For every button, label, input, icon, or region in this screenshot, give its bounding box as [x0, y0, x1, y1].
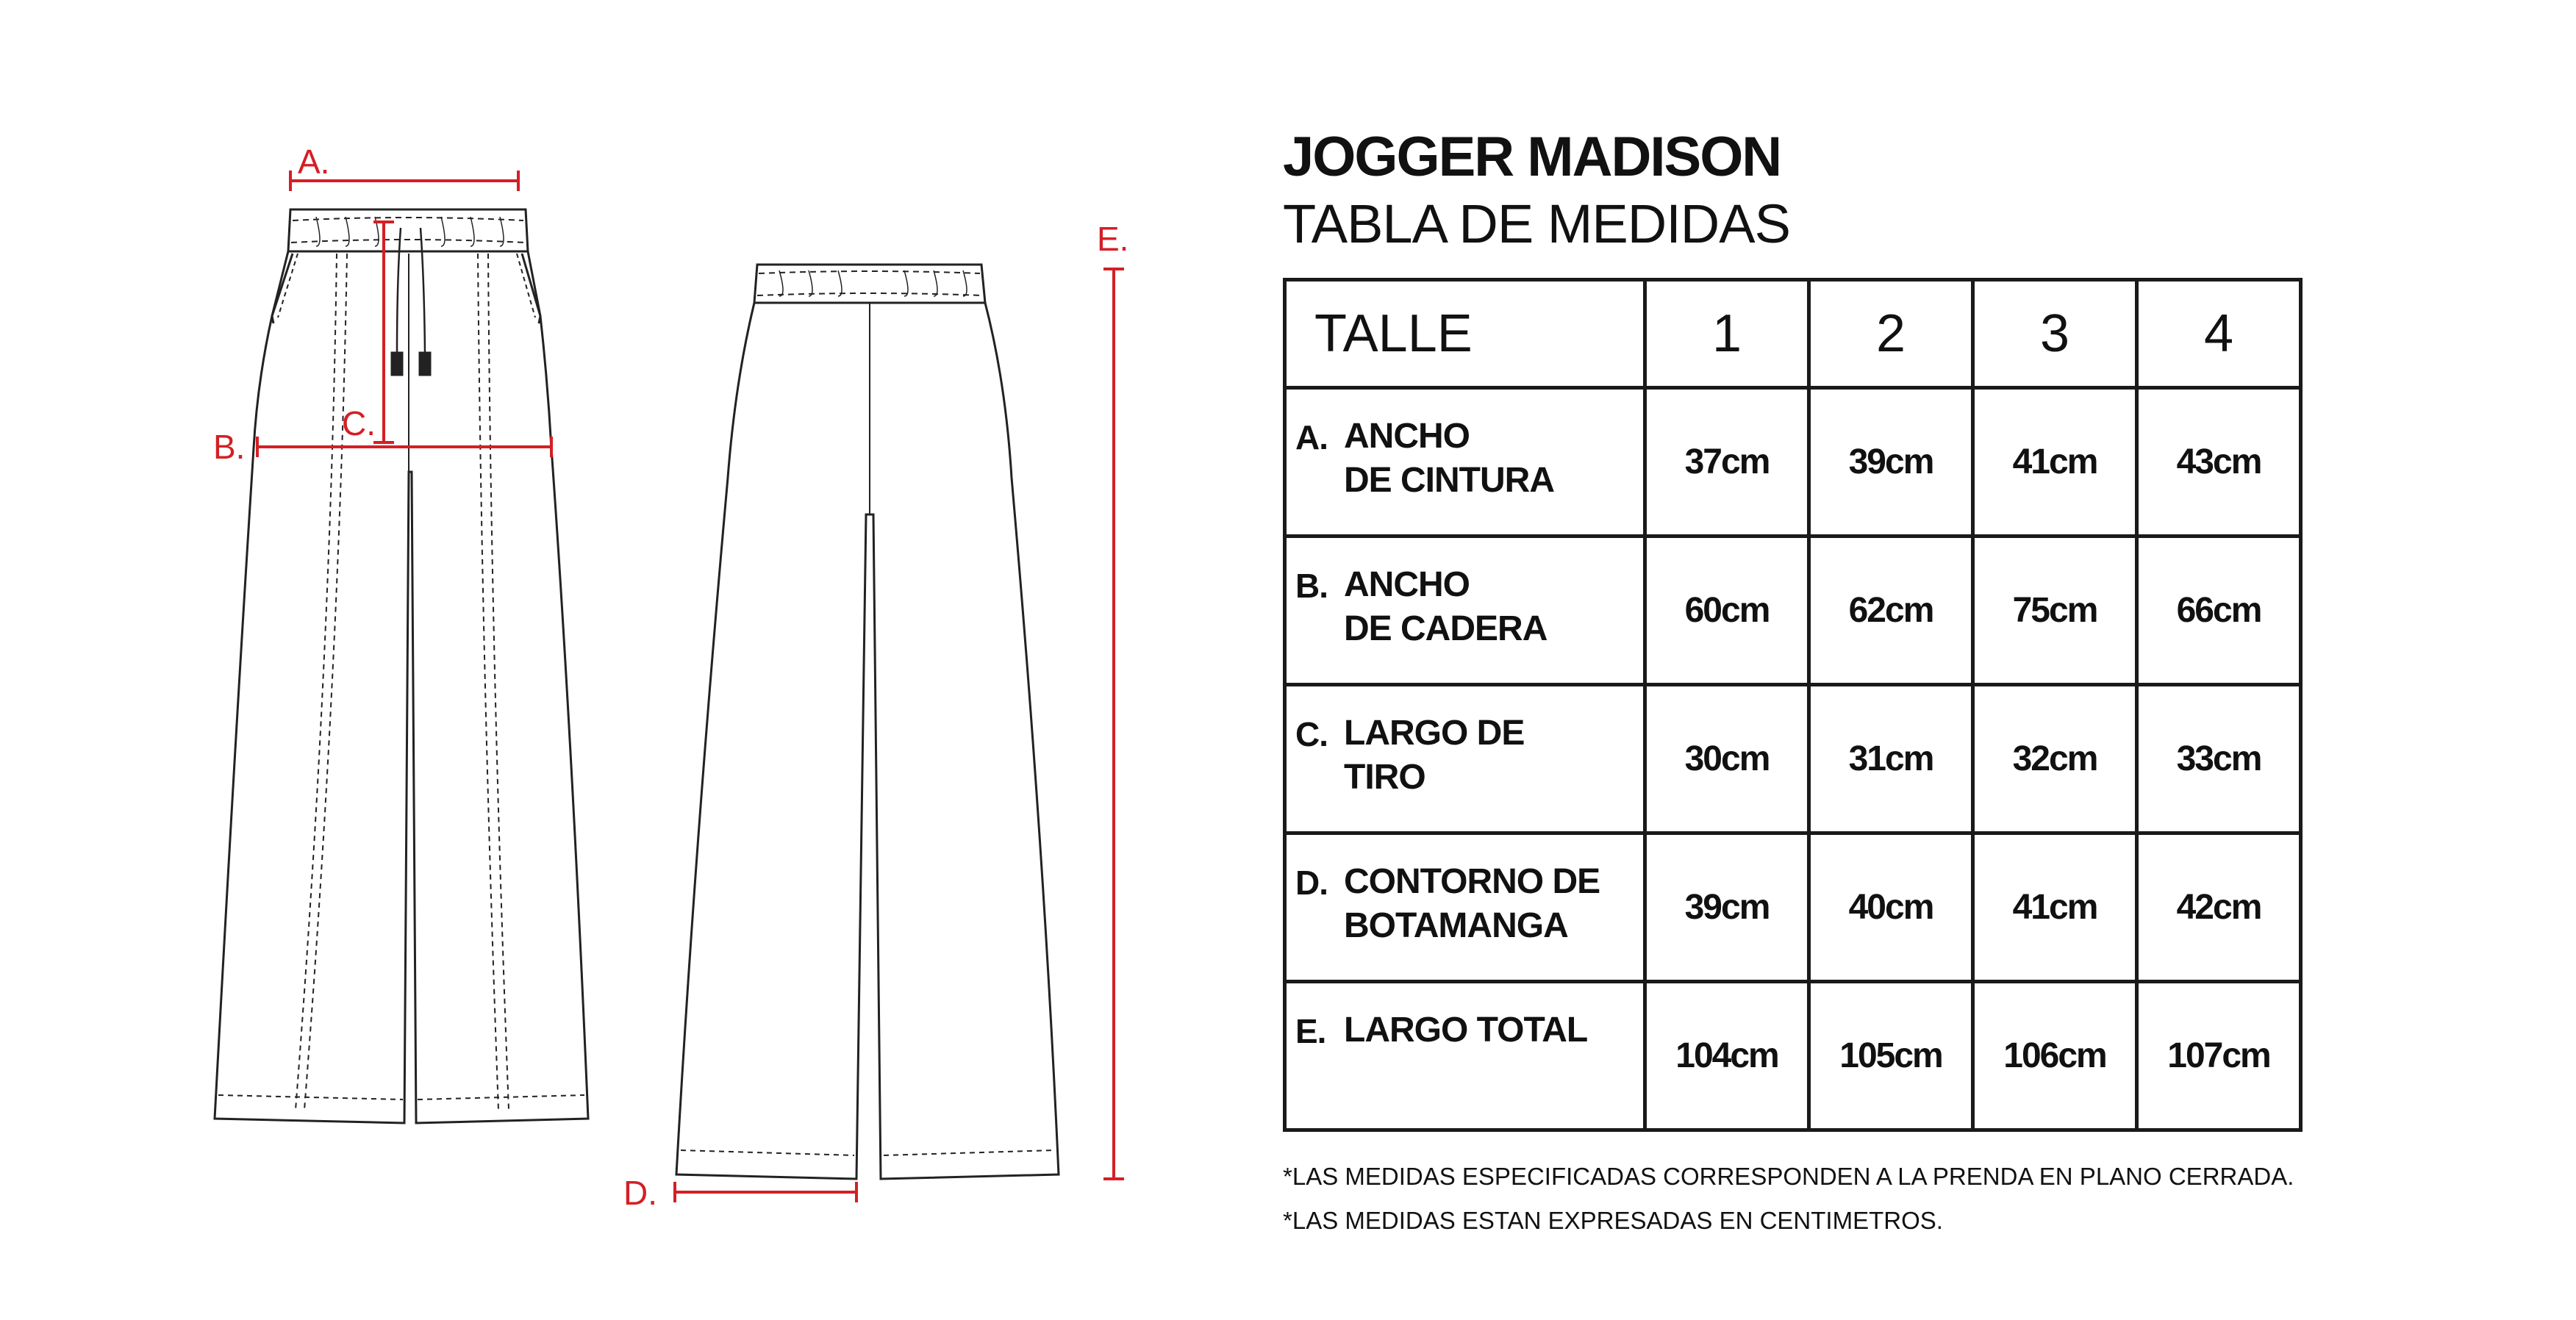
measurement-value: 60cm — [1645, 537, 1809, 685]
measurement-value: 66cm — [2137, 537, 2301, 685]
measurement-value: 104cm — [1645, 982, 1809, 1130]
table-row — [1285, 388, 2301, 537]
measurement-value: 105cm — [1809, 982, 1973, 1130]
pants-technical-drawing — [0, 0, 1213, 1320]
measurement-name: LARGO DE TIRO — [1344, 714, 1525, 797]
measurement-cell — [1285, 537, 1645, 685]
size-column-header: 2 — [1809, 280, 1973, 388]
footnote-measurement-basis: *LAS MEDIDAS ESPECIFICADAS CORRESPONDEN A LA PRENDA EN PLANO CERRADA. — [1283, 1163, 2294, 1190]
chart-subtitle: TABLA DE MEDIDAS — [1283, 193, 1790, 254]
footnote-units: *LAS MEDIDAS ESTAN EXPRESADAS EN CENTIMETROS. — [1283, 1207, 1943, 1234]
measurement-letter: A. — [1295, 418, 1328, 456]
measurement-value: 39cm — [1809, 388, 1973, 537]
measurement-value: 30cm — [1645, 685, 1809, 833]
measure-line-e — [1103, 269, 1124, 1179]
measure-line-c — [373, 222, 394, 442]
measurement-lines — [257, 171, 1124, 1202]
measurement-cell — [1285, 982, 1645, 1130]
measurement-value: 42cm — [2137, 833, 2301, 982]
size-header: TALLE — [1285, 280, 1645, 388]
measurement-cell — [1285, 388, 1645, 537]
measurement-value: 43cm — [2137, 388, 2301, 537]
measurement-value: 39cm — [1645, 833, 1809, 982]
measurement-cell — [1285, 833, 1645, 982]
size-column-header: 1 — [1645, 280, 1809, 388]
measurement-cell — [1285, 685, 1645, 833]
measurement-letter: E. — [1295, 1012, 1326, 1050]
front-view-pants — [215, 209, 588, 1123]
marker-e-label: E. — [1097, 220, 1129, 258]
marker-a-label: A. — [298, 143, 330, 181]
size-column-header: 3 — [1973, 280, 2137, 388]
measurement-name: CONTORNO DE BOTAMANGA — [1344, 862, 1600, 945]
measurement-value: 75cm — [1973, 537, 2137, 685]
measurement-value: 33cm — [2137, 685, 2301, 833]
marker-c-label: C. — [342, 404, 376, 442]
measurement-name: LARGO TOTAL — [1344, 1011, 1588, 1050]
back-view-pants — [676, 265, 1059, 1179]
table-row — [1285, 685, 2301, 833]
measurement-value: 62cm — [1809, 537, 1973, 685]
measurement-value: 107cm — [2137, 982, 2301, 1130]
measurement-value: 106cm — [1973, 982, 2137, 1130]
measurement-value: 32cm — [1973, 685, 2137, 833]
measurement-letter: C. — [1295, 715, 1328, 753]
measurement-letter: D. — [1295, 864, 1328, 902]
marker-b-label: B. — [213, 428, 246, 466]
size-chart-table — [1283, 278, 2303, 1132]
measurement-name: ANCHO DE CADERA — [1344, 565, 1548, 648]
table-header-row — [1285, 280, 2301, 388]
table-row — [1285, 833, 2301, 982]
table-row — [1285, 982, 2301, 1130]
measurement-value: 41cm — [1973, 388, 2137, 537]
product-title: JOGGER MADISON — [1283, 126, 1781, 188]
measurement-value: 40cm — [1809, 833, 1973, 982]
measurement-value: 41cm — [1973, 833, 2137, 982]
measurement-letter: B. — [1295, 567, 1328, 605]
size-column-header: 4 — [2137, 280, 2301, 388]
measurement-value: 37cm — [1645, 388, 1809, 537]
measurement-name: ANCHO DE CINTURA — [1344, 417, 1554, 500]
measure-line-b — [257, 437, 551, 457]
measurement-value: 31cm — [1809, 685, 1973, 833]
marker-d-label: D. — [623, 1174, 657, 1212]
measure-line-d — [675, 1182, 856, 1202]
table-row — [1285, 537, 2301, 685]
